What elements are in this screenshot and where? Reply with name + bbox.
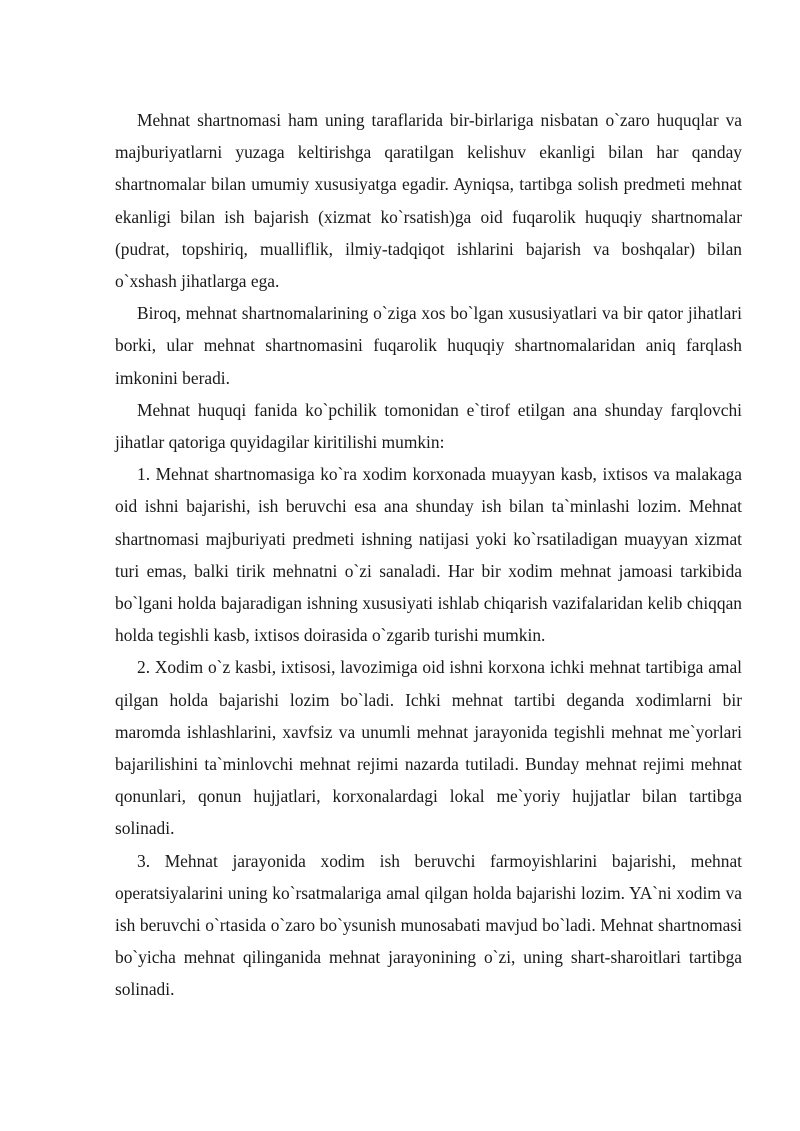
paragraph-1: Mehnat shartnomasi ham uning taraflarida bir-birlariga nisbatan o`zaro huquqlar va majburiyatlarni yuzaga keltirishga qaratilgan kelishuv ekanligi bilan har qanday shartnomalar bilan umumiy xususiyatga egadir. Ayniqsa, tartibga solish predmeti mehnat ekanligi bilan ish bajarish (xizmat ko`rsatish)ga oid fuqarolik huquqiy shartnomalar (pudrat, topshiriq, mualliflik, ilmiy-tadqiqot ishlarini bajarish va boshqalar) bilan o`xshash jihatlarga ega. [115,110,742,292]
paragraph-2: Biroq, mehnat shartnomalarining o`ziga xos bo`lgan xususiyatlari va bir qator jihatlari borki, ular mehnat shartnomasini fuqarolik huquqiy shartnomalaridan aniq farqlash imkonini beradi. [115,303,742,388]
document-page [115,104,742,1006]
paragraph-5: 2. Xodim o`z kasbi, ixtisosi, lavozimiga oid ishni korxona ichki mehnat tartibiga amal qilgan holda bajarishi lozim bo`ladi. Ichki mehnat tartibi deganda xodimlarni bir maromda ishlashlarini, xavfsiz va unumli mehnat jarayonida tegishli mehnat me`yorlari bajarilishini ta`minlovchi mehnat rejimi nazarda tutiladi. Bunday mehnat rejimi mehnat qonunlari, qonun hujjatlari, korxonalardagi lokal me`yoriy hujjatlar bilan tartibga solinadi. [115,657,742,839]
paragraph-6: 3. Mehnat jarayonida xodim ish beruvchi farmoyishlarini bajarishi, mehnat operatsiyalarini uning ko`rsatmalariga amal qilgan holda bajarishi lozim. YA`ni xodim va ish beruvchi o`rtasida o`zaro bo`ysunish munosabati mavjud bo`ladi. Mehnat shartnomasi bo`yicha mehnat qilinganida mehnat jarayonining o`zi, uning shart-sharoitlari tartibga solinadi. [115,850,742,1000]
paragraph-3: Mehnat huquqi fanida ko`pchilik tomonidan e`tirof etilgan ana shunday farqlovchi jihatlar qatoriga quyidagilar kiritilishi mumkin: [115,399,742,453]
paragraph-4: 1. Mehnat shartnomasiga ko`ra xodim korxonada muayyan kasb, ixtisos va malakaga oid ishni bajarishi, ish beruvchi esa ana shunday ish bilan ta`minlashi lozim. Mehnat shartnomasi majburiyati predmeti ishning natijasi yoki ko`rsatiladigan muayyan xizmat turi emas, balki tirik mehnatni o`zi sanaladi. Har bir xodim mehnat jamoasi tarkibida bo`lgani holda bajaradigan ishning xususiyati ishlab chiqarish vazifalaridan kelib chiqqan holda tegishli kasb, ixtisos doirasida o`zgarib turishi mumkin. [115,464,742,646]
